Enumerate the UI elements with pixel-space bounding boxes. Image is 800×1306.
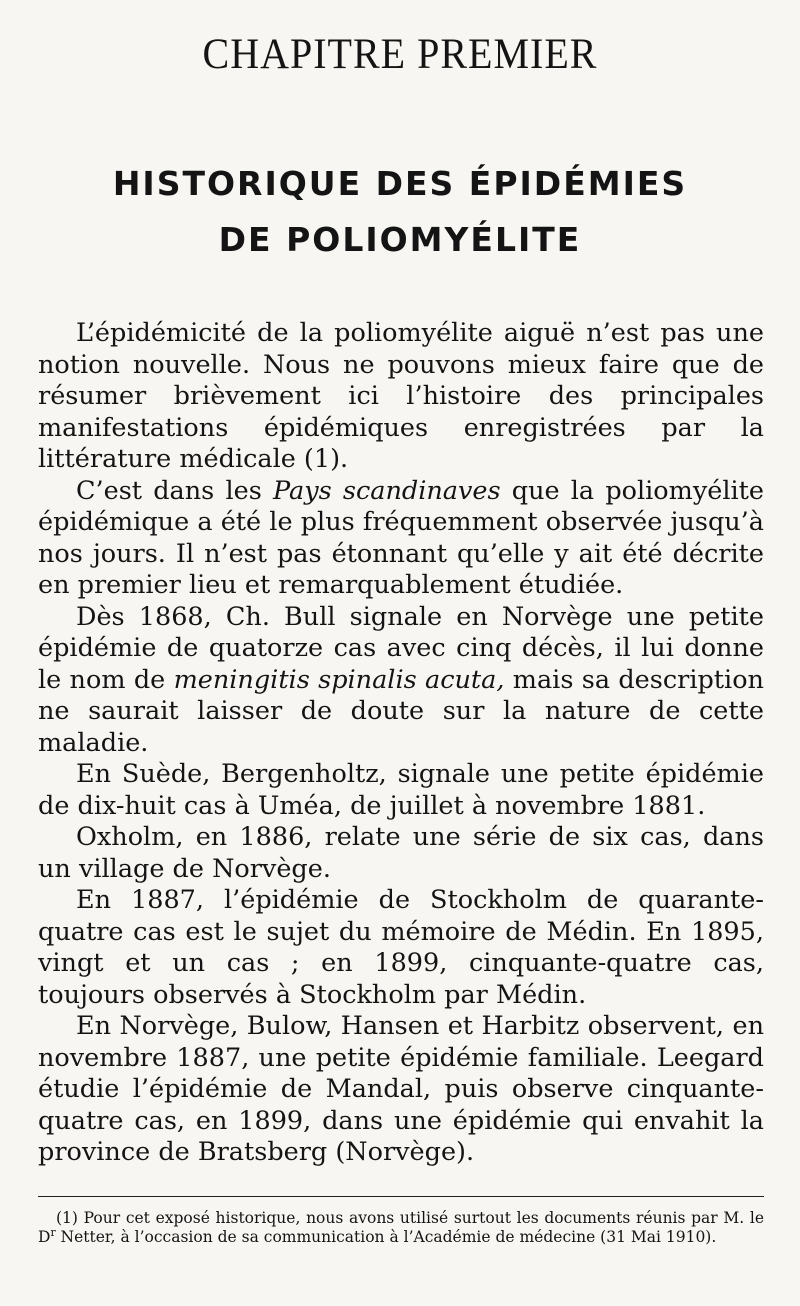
chapter-heading: CHAPITRE PREMIER	[202, 29, 598, 78]
paragraph-2	[38, 476, 764, 602]
footnote-text-end: Netter, à l’occasion de sa communication à l’Académie de médecine (31 Mai 1910).	[55, 1228, 717, 1246]
chapter-title	[0, 156, 800, 268]
paragraph-2-italic: Pays scandinaves	[272, 475, 501, 506]
footnote-text-start: (1) Pour cet exposé historique, nous avons utilisé surtout les documents réunis par M. le D	[38, 1209, 764, 1246]
paragraph-3-text-start: Dès 1868, Ch. Bull signale en Norvège une petite épidémie de quatorze cas avec cinq décès, il lui donne le nom de	[38, 601, 764, 695]
paragraph-2-text-end: que la poliomyélite épidémique a été le plus fréquemment observée jusqu’à nos jours. Il n’est pas étonnant qu’elle y ait été décrite en premier lieu et remarquablement étudiée.	[38, 475, 764, 600]
paragraph-5: Oxholm, en 1886, relate une série de six cas, dans un village de Norvège.	[38, 822, 764, 884]
footnote-text	[38, 1209, 764, 1247]
paragraph-3-italic: meningitis spinalis acuta,	[173, 664, 505, 695]
paragraph-6: En 1887, l’épidémie de Stockholm de quarante-quatre cas est le sujet du mémoire de Médin. En 1895, vingt et un cas ; en 1899, cinquante-quatre cas, toujours observés à Stockholm par Médin.	[38, 885, 764, 1010]
chapter-title-line-1: HISTORIQUE DES ÉPIDÉMIES	[112, 164, 688, 203]
paragraph-3-text-end: mais sa description ne saurait laisser de doute sur la nature de cette maladie.	[38, 664, 764, 758]
footnote-divider	[38, 1196, 764, 1197]
paragraph-4: En Suède, Bergenholtz, signale une petite épidémie de dix-huit cas à Uméa, de juillet à novembre 1881.	[38, 759, 764, 821]
paragraph-2-text-start: C’est dans les	[76, 475, 273, 506]
footnote-superscript: r	[50, 1225, 56, 1239]
chapter-title-line-2: DE POLIOMYÉLITE	[218, 220, 582, 259]
footnote	[38, 1209, 764, 1247]
paragraph-1: L’épidémicité de la poliomyélite aiguë n’est pas une notion nouvelle. Nous ne pouvons mieux faire que de résumer brièvement ici l’histoire des principales manifestations épidémiques enregistrées par la littérature médicale (1).	[38, 318, 764, 474]
body-text	[38, 318, 764, 1169]
paragraph-3	[38, 602, 764, 760]
paragraph-7: En Norvège, Bulow, Hansen et Harbitz observent, en novembre 1887, une petite épidémie familiale. Leegard étudie l’épidémie de Mandal, puis observe cinquante-quatre cas, en 1899, dans une épidémie qui envahit la province de Bratsberg (Norvège).	[38, 1011, 764, 1167]
